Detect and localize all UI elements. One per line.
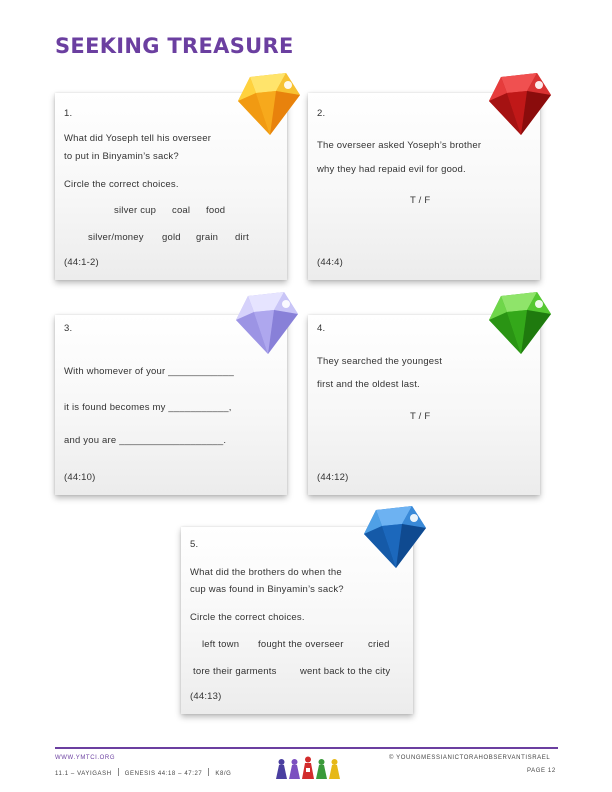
true-false-answer: T / F — [410, 411, 431, 422]
question-text-line: to put in Binyamin’s sack? — [64, 151, 179, 162]
footer-lesson: 11.1 – VAYIGASH — [55, 771, 112, 777]
red-gem-icon — [487, 71, 553, 137]
scripture-reference: (44:13) — [190, 691, 222, 702]
question-text-line: why they had repaid evil for good. — [317, 164, 466, 175]
choice-option: dirt — [235, 232, 249, 243]
question-number: 3. — [64, 323, 73, 334]
lavender-gem-icon — [234, 290, 300, 356]
question-text-line: What did the brothers do when the — [190, 567, 342, 578]
question-text-line: They searched the youngest — [317, 356, 443, 367]
scripture-reference: (44:1-2) — [64, 257, 99, 268]
question-text-line: first and the oldest last. — [317, 379, 420, 390]
scripture-reference: (44:12) — [317, 472, 349, 483]
scripture-reference: (44:10) — [64, 472, 96, 483]
choice-option: fought the overseer — [258, 639, 344, 650]
footer-lesson-info — [55, 768, 231, 777]
footer-copyright: © YOUNGMESSIANICTORAHOBSERVANTISRAEL — [389, 755, 551, 761]
choice-option: food — [206, 205, 226, 216]
blue-gem-icon — [362, 504, 428, 570]
green-gem-icon — [487, 290, 553, 356]
footer-passage: GENESIS 44:18 – 47:27 — [124, 771, 203, 777]
footer-separator — [208, 768, 209, 776]
choice-option: gold — [162, 232, 181, 243]
footer-separator — [118, 768, 119, 776]
scripture-reference: (44:4) — [317, 257, 344, 268]
question-text-line: The overseer asked Yoseph’s brother — [317, 140, 482, 151]
fill-blank-line: and you are ___________________. — [64, 435, 227, 446]
footer-grade: K8/G — [215, 771, 232, 777]
choice-option: cried — [368, 639, 390, 650]
ymtoi-figures-logo — [270, 755, 346, 781]
question-number: 5. — [190, 539, 199, 550]
question-number: 2. — [317, 108, 326, 119]
instruction-text: Circle the correct choices. — [190, 612, 305, 623]
footer-page-number: PAGE 12 — [527, 768, 556, 774]
choice-option: coal — [172, 205, 191, 216]
true-false-answer: T / F — [410, 195, 431, 206]
footer-rule — [55, 747, 558, 749]
instruction-text: Circle the correct choices. — [64, 179, 179, 190]
choice-option: grain — [196, 232, 219, 243]
question-number: 1. — [64, 108, 73, 119]
question-text-line: What did Yoseph tell his overseer — [64, 133, 212, 144]
yellow-gem-icon — [236, 71, 302, 137]
question-number: 4. — [317, 323, 326, 334]
page-title: SEEKING TREASURE — [55, 34, 294, 58]
choice-option: went back to the city — [300, 666, 391, 677]
choice-option: left town — [202, 639, 240, 650]
question-text-line: cup was found in Binyamin’s sack? — [190, 584, 344, 595]
choice-option: silver/money — [88, 232, 144, 243]
footer-url: WWW.YMTCI.ORG — [55, 755, 116, 761]
fill-blank-line: With whomever of your ____________ — [64, 366, 234, 377]
choice-option: silver cup — [114, 205, 157, 216]
fill-blank-line: it is found becomes my ___________, — [64, 402, 232, 413]
choice-option: tore their garments — [193, 666, 277, 677]
